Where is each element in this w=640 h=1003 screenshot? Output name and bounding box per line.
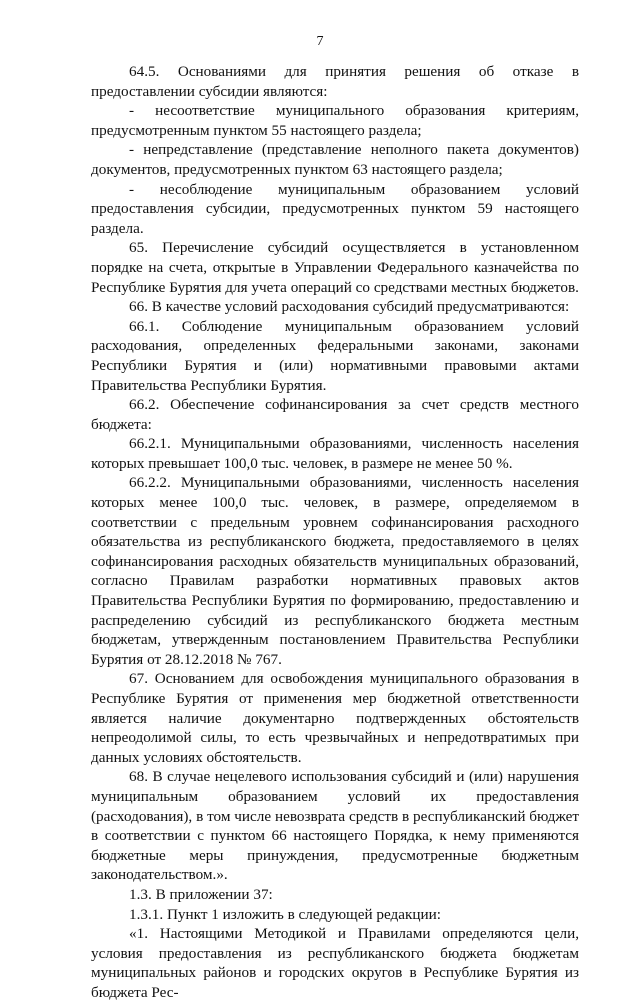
paragraph-66-1: 66.1. Соблюдение муниципальным образованием условий расходования, определенных федеральными законами, законами Республики Бурятия и (или) нормативными правовыми актами Правительства Республики Бурятия. bbox=[91, 317, 579, 394]
paragraph-66: 66. В качестве условий расходования субсидий предусматриваются: bbox=[129, 298, 570, 316]
paragraph-64-5-item-3: - несоблюдение муниципальным образованием условий предоставления субсидии, предусмотренных пунктом 59 настоящего раздела. bbox=[91, 180, 579, 237]
paragraph-64-5: 64.5. Основаниями для принятия решения об отказе в предоставлении субсидии являются: bbox=[91, 63, 579, 100]
paragraph-64-5-item-1: - несоответствие муниципального образования критериям, предусмотренным пунктом 55 настоящего раздела; bbox=[91, 102, 579, 139]
paragraph-66-2-2: 66.2.2. Муниципальными образованиями, численность населения которых менее 100,0 тыс. человек, в размере, определяемом в соответствии с предельным уровнем софинансирования расходного обязательства из республиканского бюджета, предоставляемого в целях софинансирования расходных обязательств муниципальных образований, согласно Правилам разработки нормативных правовых актов Правительства Республики Бурятия по формированию, предоставлению и распределению субсидий из республиканского бюджета местным бюджетам, утвержденным постановлением Правительства Республики Бурятия от 28.12.2018 № 767. bbox=[91, 474, 579, 668]
paragraph-66-2: 66.2. Обеспечение софинансирования за счет средств местного бюджета: bbox=[91, 396, 579, 433]
paragraph-1-3-1: 1.3.1. Пункт 1 изложить в следующей редакции: bbox=[129, 905, 442, 923]
document-body bbox=[91, 62, 579, 1003]
paragraph-68: 68. В случае нецелевого использования субсидий и (или) нарушения муниципальным образованием условий их предоставления (расходования), в том числе невозврата средств в республиканский бюджет в соответствии с пунктом 66 настоящего Порядка, к нему применяются бюджетные меры принуждения, предусмотренные бюджетным законодательством.». bbox=[91, 768, 579, 884]
paragraph-67: 67. Основанием для освобождения муниципального образования в Республике Бурятия от применения мер бюджетной ответственности является наличие документарно подтвержденных обстоятельств непреодолимой силы, то есть чрезвычайных и непредотвратимых при данных условиях обстоятельств. bbox=[91, 670, 579, 766]
paragraph-64-5-item-2: - непредставление (представление неполного пакета документов) документов, предусмотренных пунктом 63 настоящего раздела; bbox=[91, 141, 579, 178]
page-number: 7 bbox=[316, 34, 324, 49]
paragraph-1-3: 1.3. В приложении 37: bbox=[129, 885, 273, 903]
paragraph-65: 65. Перечисление субсидий осуществляется в установленном порядке на счета, открытые в Управлении Федерального казначейства по Республике Бурятия для учета операций со средствами местных бюджетов. bbox=[91, 239, 579, 296]
paragraph-66-2-1: 66.2.1. Муниципальными образованиями, численность населения которых превышает 100,0 тыс. человек, в размере не менее 50 %. bbox=[91, 435, 579, 472]
paragraph-quote-1: «1. Настоящими Методикой и Правилами определяются цели, условия предоставления из республиканского бюджета бюджетам муниципальных районов и городских округов в Республике Бурятия из бюджета Рес- bbox=[91, 925, 579, 1001]
